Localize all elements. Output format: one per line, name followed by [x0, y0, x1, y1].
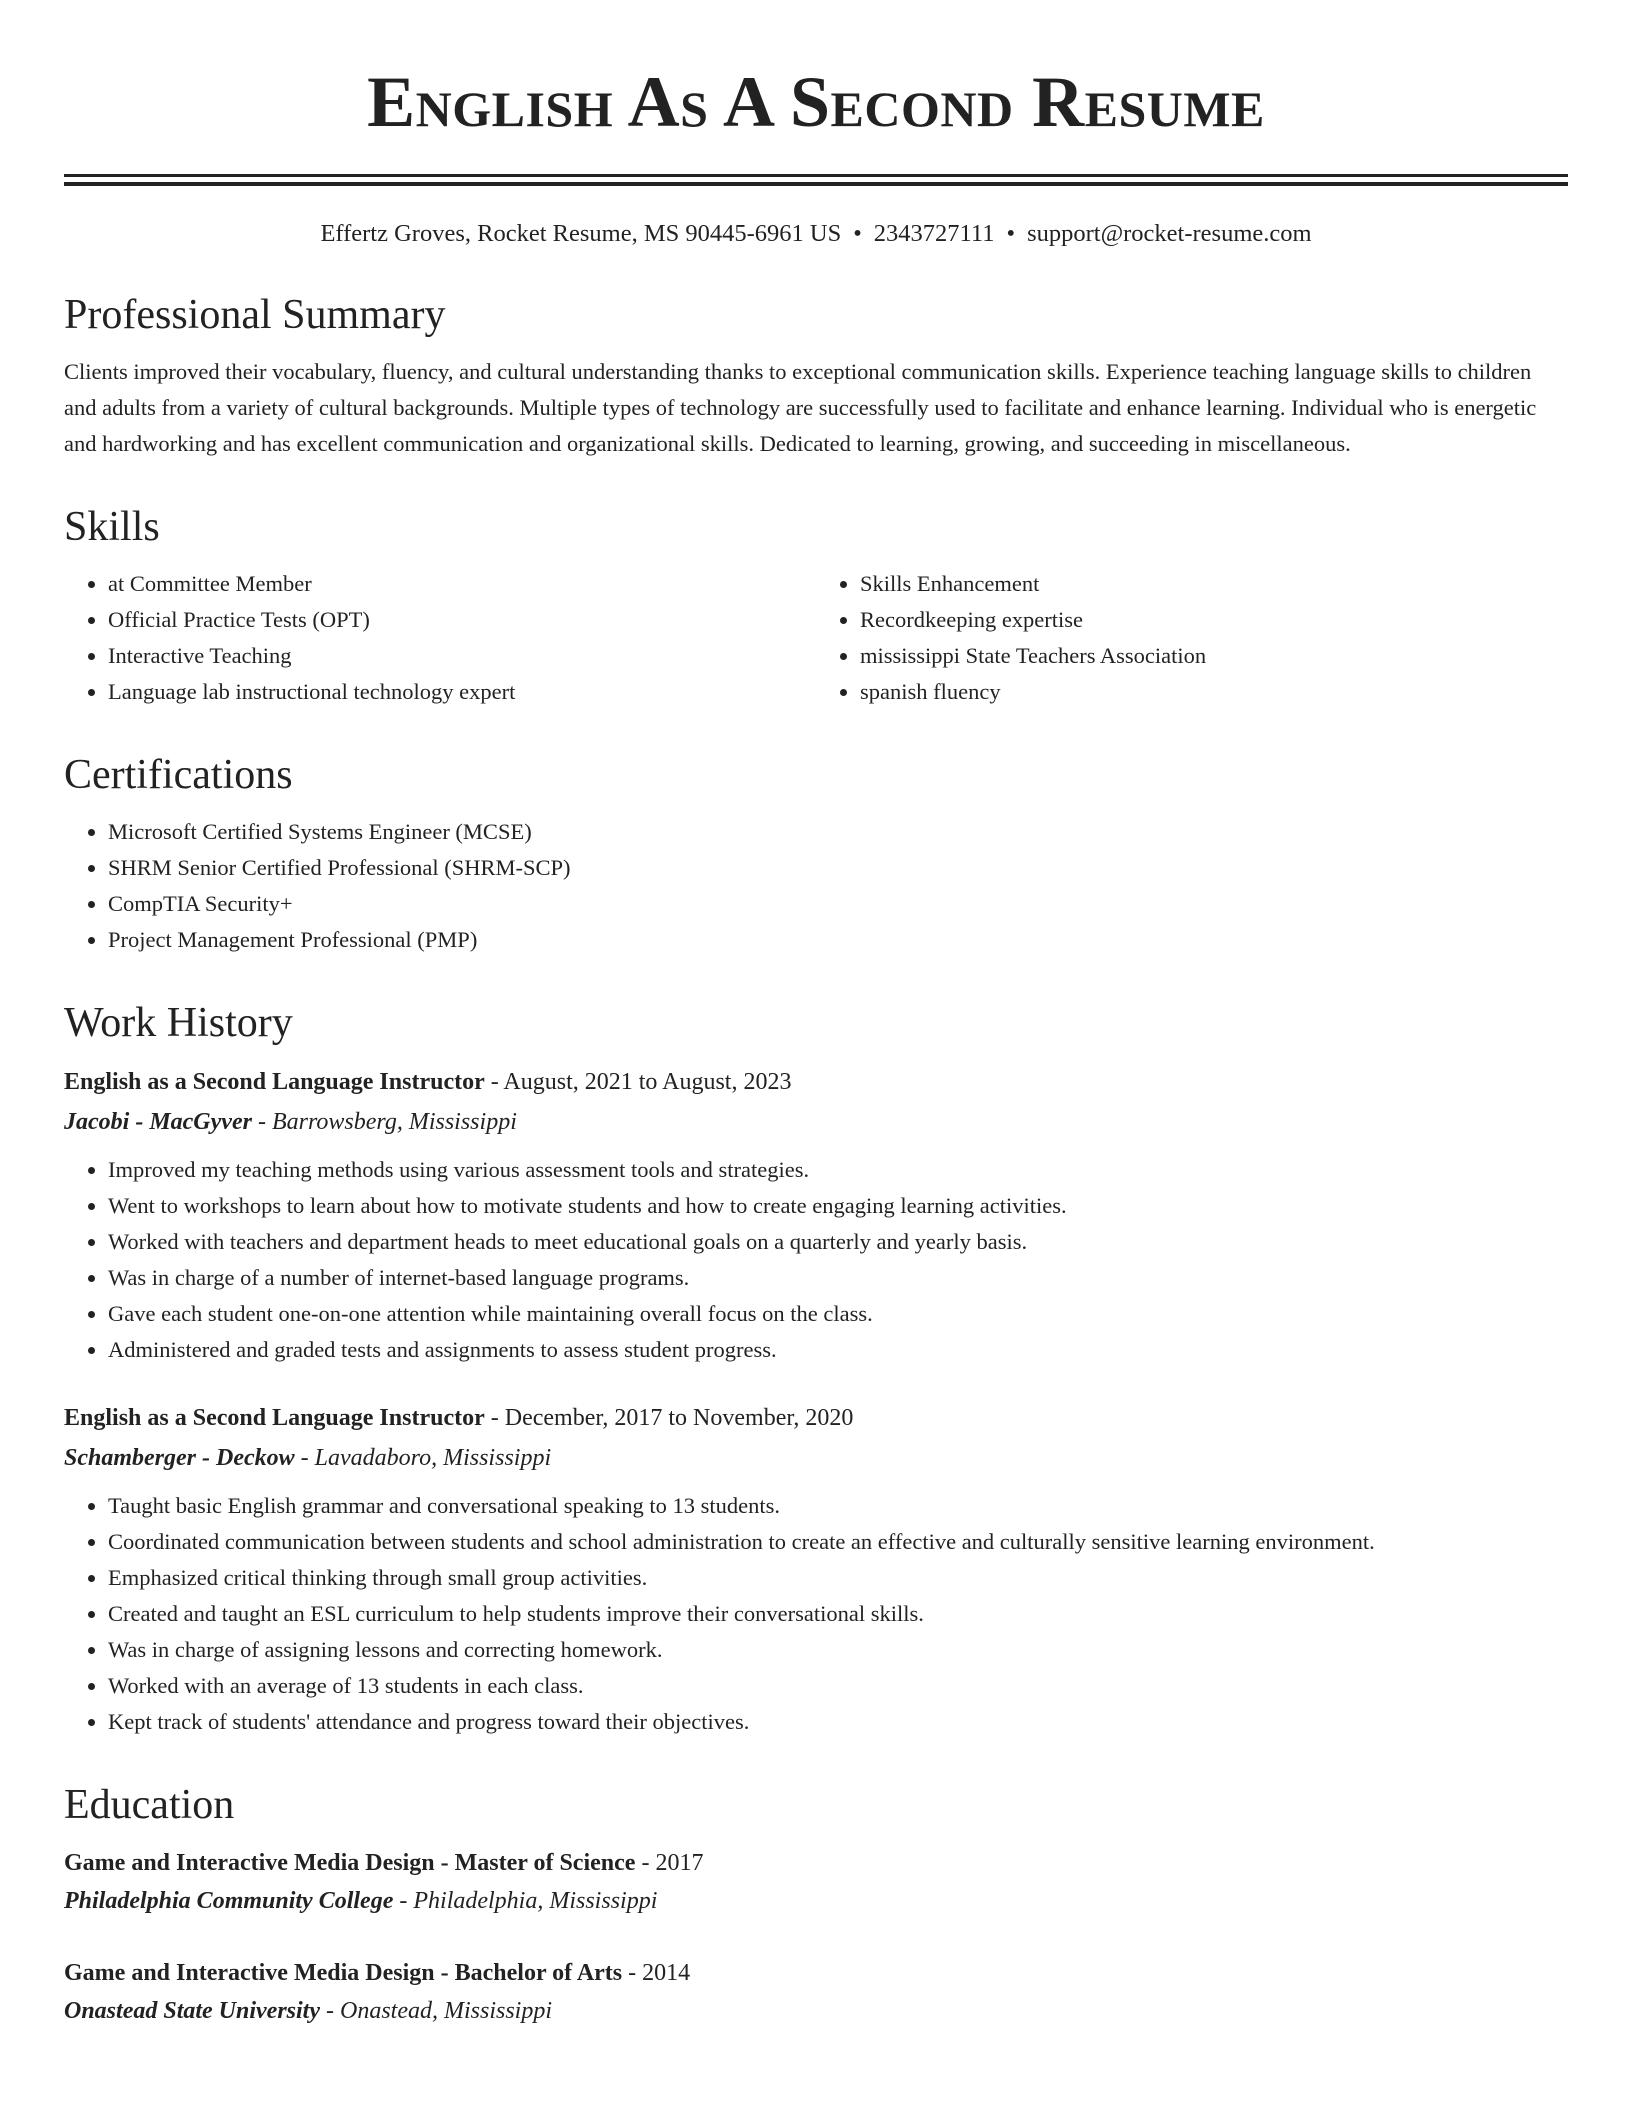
dash: - — [484, 1405, 505, 1431]
list-item: • Language lab instructional technology expert — [108, 674, 816, 710]
skills-columns — [64, 566, 1568, 710]
list-item: • Recordkeeping expertise — [860, 602, 1568, 638]
job-dates: December, 2017 to November, 2020 — [504, 1405, 854, 1431]
list-item: • Kept track of students' attendance and progress toward their objectives. — [108, 1704, 1568, 1740]
section-heading: Work History — [64, 1000, 293, 1046]
section-heading: Skills — [64, 504, 160, 550]
degree: Game and Interactive Media Design - Master of Science — [64, 1850, 636, 1876]
education-header — [64, 1954, 1568, 1992]
skills-section — [64, 502, 1568, 710]
list-item: • at Committee Member — [108, 566, 816, 602]
list-item: • Was in charge of a number of internet-based language programs. — [108, 1260, 1568, 1296]
job-dates: August, 2021 to August, 2023 — [503, 1069, 792, 1095]
contact-address: Effertz Groves, Rocket Resume, MS 90445-6961 US — [320, 220, 842, 247]
job-employer — [64, 1438, 1568, 1478]
company-name: Jacobi - MacGyver — [64, 1109, 252, 1135]
list-item: • Skills Enhancement — [860, 566, 1568, 602]
contact-separator: • — [1006, 220, 1016, 247]
job-entry — [64, 1398, 1568, 1740]
job-title: English as a Second Language Instructor — [64, 1405, 485, 1431]
skills-list-left — [64, 566, 816, 710]
job-entry — [64, 1062, 1568, 1368]
dash: - — [320, 1998, 340, 2024]
list-item: • Coordinated communication between students and school administration to create an effective and culturally sensitive learning environment. — [108, 1524, 1568, 1560]
list-item: • Emphasized critical thinking through small group activities. — [108, 1560, 1568, 1596]
list-item: • Was in charge of assigning lessons and correcting homework. — [108, 1632, 1568, 1668]
dash: - — [622, 1960, 643, 1986]
list-item: • CompTIA Security+ — [108, 886, 1568, 922]
section-heading: Education — [64, 1782, 235, 1828]
job-bullets — [64, 1152, 1568, 1368]
contact-email[interactable]: support@rocket-resume.com — [1027, 220, 1312, 247]
work-history-section — [64, 998, 1568, 1740]
section-heading: Professional Summary — [64, 292, 446, 338]
education-header — [64, 1844, 1568, 1882]
skills-list-right — [816, 566, 1568, 710]
dash: - — [294, 1445, 315, 1471]
education-entry — [64, 1844, 1568, 1920]
list-item: • Administered and graded tests and assignments to assess student progress. — [108, 1332, 1568, 1368]
list-item: • Project Management Professional (PMP) — [108, 922, 1568, 958]
job-location: Lavadaboro, Mississippi — [314, 1445, 552, 1471]
list-item: • Gave each student one-on-one attention while maintaining overall focus on the class. — [108, 1296, 1568, 1332]
list-item: • mississippi State Teachers Association — [860, 638, 1568, 674]
dash: - — [635, 1850, 656, 1876]
dash: - — [484, 1069, 504, 1095]
school-location: Philadelphia, Mississippi — [413, 1888, 658, 1914]
list-item: • spanish fluency — [860, 674, 1568, 710]
school-name: Onastead State University — [64, 1998, 320, 2024]
degree: Game and Interactive Media Design - Bachelor of Arts — [64, 1960, 623, 1986]
list-item: • Taught basic English grammar and conversational speaking to 13 students. — [108, 1488, 1568, 1524]
company-name: Schamberger - Deckow — [64, 1445, 295, 1471]
list-item: • Created and taught an ESL curriculum to help students improve their conversational skills. — [108, 1596, 1568, 1632]
graduation-year: 2014 — [642, 1960, 691, 1986]
list-item: • Interactive Teaching — [108, 638, 816, 674]
summary-text: Clients improved their vocabulary, fluency, and cultural understanding thanks to exceptional communication skills. Experience teaching language skills to children and adults from a variety of cultural backgrounds. Multiple types of technology are successfully used to facilitate and enhance learning. Individual who is energetic and hardworking and has excellent communication and organizational skills. Dedicated to learning, growing, and succeeding in miscellaneous. — [64, 359, 1537, 456]
job-employer — [64, 1102, 1568, 1142]
list-item: • Improved my teaching methods using various assessment tools and strategies. — [108, 1152, 1568, 1188]
contact-separator: • — [853, 220, 862, 247]
school-location: Onastead, Mississippi — [340, 1998, 553, 2024]
job-bullets — [64, 1488, 1568, 1740]
list-item: • Worked with teachers and department heads to meet educational goals on a quarterly and yearly basis. — [108, 1224, 1568, 1260]
dash: - — [251, 1109, 272, 1135]
dash: - — [393, 1888, 414, 1914]
section-heading: Certifications — [64, 752, 293, 798]
title-divider — [64, 174, 1568, 186]
professional-summary-section — [64, 290, 1568, 462]
list-item: • Official Practice Tests (OPT) — [108, 602, 816, 638]
school-name: Philadelphia Community College — [64, 1888, 394, 1914]
list-item: • Microsoft Certified Systems Engineer (MCSE) — [108, 814, 1568, 850]
contact-line — [64, 218, 1568, 250]
graduation-year: 2017 — [655, 1850, 704, 1876]
certifications-section — [64, 750, 1568, 958]
job-header — [64, 1398, 1568, 1438]
resume-title: English As A Second Resume — [367, 62, 1265, 142]
list-item: • Went to workshops to learn about how to motivate students and how to create engaging learning activities. — [108, 1188, 1568, 1224]
education-entry — [64, 1954, 1568, 2030]
education-section — [64, 1780, 1568, 2030]
list-item: • Worked with an average of 13 students in each class. — [108, 1668, 1568, 1704]
education-school — [64, 1992, 1568, 2030]
contact-phone: 2343727111 — [873, 220, 995, 247]
list-item: • SHRM Senior Certified Professional (SHRM-SCP) — [108, 850, 1568, 886]
job-title: English as a Second Language Instructor — [64, 1069, 485, 1095]
job-location: Barrowsberg, Mississippi — [271, 1109, 517, 1135]
certifications-list — [64, 814, 1568, 958]
job-header — [64, 1062, 1568, 1102]
education-school — [64, 1882, 1568, 1920]
